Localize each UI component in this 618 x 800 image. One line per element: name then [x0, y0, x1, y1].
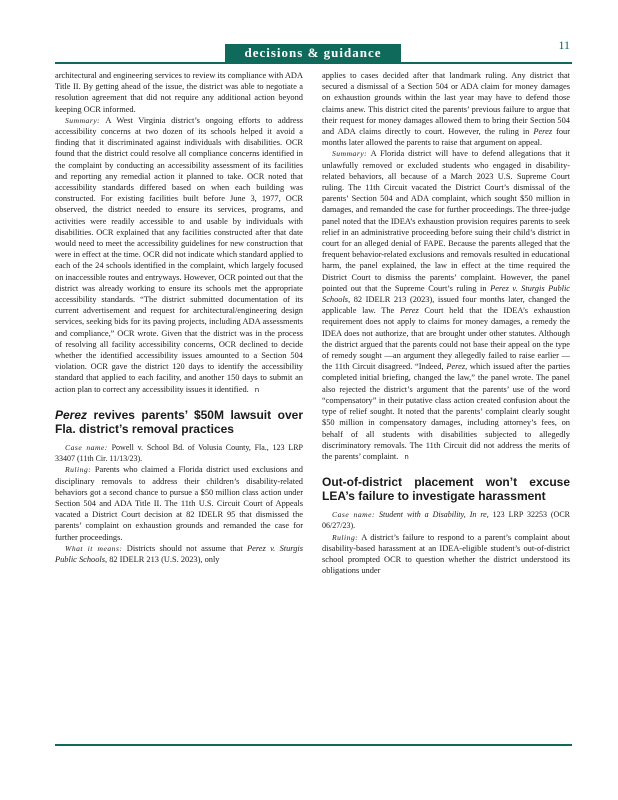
summary-text-a: A Florida district will have to defend allegations that it unlawfully removed or excluded students who engaged in disability-related behaviors, all because of a March 2023 U.S. Supreme Court ruling. The 11th Circuit vacated the District Court’s dismissal of the parents’ Section 504 and ADA complaint, which sought $50 million in damages, and remanded the case for further proceedings. The three-judge panel noted that the IDEA’s exhaustion provision requires parents to seek relief in an administrative proceeding before suing their child’s district in court for an alleged denial of FAPE. Because the parents alleged that the frequent behavior-related exclusions and removals resulted in educational harm, the panel explained, the law in effect at the time required the District Court to dismiss the parents’ complaint. However, the panel pointed out that the Supreme Court’s ruling in: [322, 149, 571, 293]
footer-rule: [55, 744, 572, 746]
headline-text: revives parents’ $50M lawsuit over Fla. district’s removal practices: [55, 407, 303, 436]
what-text: Districts should not assume that: [126, 543, 243, 553]
paragraph-text: applies to cases decided after that landmark ruling. Any district that secured a dismissal of a Section 504 or ADA claim for money damages on exhaustion grounds within the last year may have to defend those claims anew. This district cited the parents’ previous failure to argue that their request for money damages allowed them to bring their Section 504 and ADA claims directly to court. However, the ruling in: [322, 71, 570, 137]
what-label: What it means:: [65, 543, 123, 553]
summary-paragraph: [55, 115, 303, 396]
case-citation: Powell v. School Bd. of Volusia County, Fla., 123 LRP 33407 (11th Cir. 11/13/23).: [55, 442, 303, 464]
ruling-text: A district’s failure to respond to a parent’s complaint about disability-based harassment at an IDEA-eligible student’s out-of-district school prompted OCR to question whether the district understood its obligations under: [322, 532, 571, 576]
summary-text-d: , which issued after the parties completed initial briefing, changed the law,” the panel wrote. The panel also rejected the district’s argument that the parents’ use of the word “compensatory” in their putative class action created confusion about the type of relief sought. It noted that the parents’ complaint clearly sought $50 million in compensatory damages, including attorney’s fees, on behalf of all students with disabilities subjected to allegedly discriminatory removals. The 11th Circuit did not address the merits of the parents’ complaint.: [322, 362, 570, 461]
case-label: Case name:: [65, 442, 108, 452]
inline-citation: Perez: [399, 306, 419, 316]
ruling-label: Ruling:: [65, 465, 92, 475]
ruling-paragraph: [322, 532, 570, 577]
what-it-means-paragraph: [55, 543, 303, 565]
section-header-bar: [225, 44, 401, 62]
page-number: 11: [558, 38, 570, 52]
end-mark: n: [254, 385, 260, 394]
summary-label: Summary:: [332, 149, 368, 159]
article-headline: [55, 408, 303, 436]
article-headline: Out-of-district placement won’t excuse LEA’s failure to investigate harassment: [322, 475, 570, 504]
paragraph: [322, 70, 570, 148]
summary-text-b: , 82 IDELR 213 (2023), issued four months later, changed the applicable law. The: [322, 295, 570, 316]
paragraph: architectural and engineering services to review its compliance with ADA Title II. By getting ahead of the issue, the district was able to negotiate a resolution agreement that did not require any additional action beyond keeping OCR informed.: [55, 71, 303, 114]
what-citation: Perez v. Sturgis Public Schools: [55, 543, 304, 564]
summary-text: A West Virginia district’s ongoing efforts to address accessibility concerns at two dozen of its schools helped it avoid a finding that it discriminated against individuals with disabilities. OCR found that the district could resolve all compliance concerns identified in the complaint by conducting an accessibility assessment of its facilities and reporting any remedial action it planned to take. OCR noted that accessibility standards differed based on when each building was constructed. For existing facilities built before June 3, 1977, OCR observed, the district needed to ensure its services, programs, and activities were readily accessible to and usable by individuals with disabilities. OCR explained that any facilities constructed after that date would need to meet the accessibility guidelines for new construction that were in effect at the time. OCR did not indicate which standard applied to each of the 24 schools identified in the complaint, which largely focused on inaccessible routes and entryways. However, OCR pointed out that the district was already working to ensure its schools met the appropriate accessibility standards. “The district submitted documentation of its current advertisement and request for architectural/engineering design services, seeking bids for its paving projects, including ADA assessments and compliance,” OCR wrote. Given that the district was in the process of resolving all facility accessibility concerns, OCR declined to decide whether the identified accessibility issues amounted to a Section 504 violation. OCR gave the district 120 days to identify the accessibility standard that applied to each facility, and another 150 days to submit an action plan to correct any accessibility issues it identified.: [55, 115, 303, 394]
section-title: decisions & guidance: [244, 45, 382, 60]
end-mark: n: [404, 452, 409, 461]
headline-case-name: Perez: [55, 407, 88, 422]
header-rule: [55, 62, 572, 64]
left-column: [55, 70, 303, 565]
case-citation: , 123 LRP 32253 (OCR 06/27/23).: [322, 510, 571, 531]
inline-citation: Perez v. Sturgis Public Schools: [322, 283, 570, 305]
case-citation-name: Student with a Disability, In re: [379, 510, 487, 520]
case-name-line: [55, 442, 303, 464]
summary-label: Summary:: [65, 115, 101, 125]
paragraph-text-b: four months later allowed the parents to raise that argument on appeal.: [322, 127, 571, 148]
inline-citation: Perez: [533, 127, 553, 137]
summary-paragraph: [322, 148, 570, 463]
right-column: [322, 70, 570, 576]
summary-text-c: Court held that the IDEA’s exhaustion requirement does not apply to claims for money damages, a remedy the IDEA does not authorize, that are brought under other statutes. Although the district argued that the parents could not base their appeal on the type of remedy sought —an argument they allegedly failed to raise earlier —the 11th Circuit disagreed. “Indeed,: [322, 306, 571, 372]
ruling-text: Parents who claimed a Florida district used exclusions and disciplinary removals to address their children’s disability-related behaviors got a second chance to pursue a $50 million class action under Section 504 and ADA Title II. The 11th U.S. Circuit Court of Appeals vacated a District Court decision at 82 IDELR 95 that dismissed the parents’ complaint on exhaustion grounds and remanded the case for further proceedings.: [55, 465, 303, 542]
case-name-line: [322, 509, 570, 531]
ruling-paragraph: [55, 464, 303, 542]
inline-citation: Perez: [446, 362, 466, 372]
ruling-label: Ruling:: [332, 532, 359, 542]
what-text-b: , 82 IDELR 213 (U.S. 2023), only: [105, 554, 220, 564]
case-label: Case name:: [332, 510, 376, 520]
